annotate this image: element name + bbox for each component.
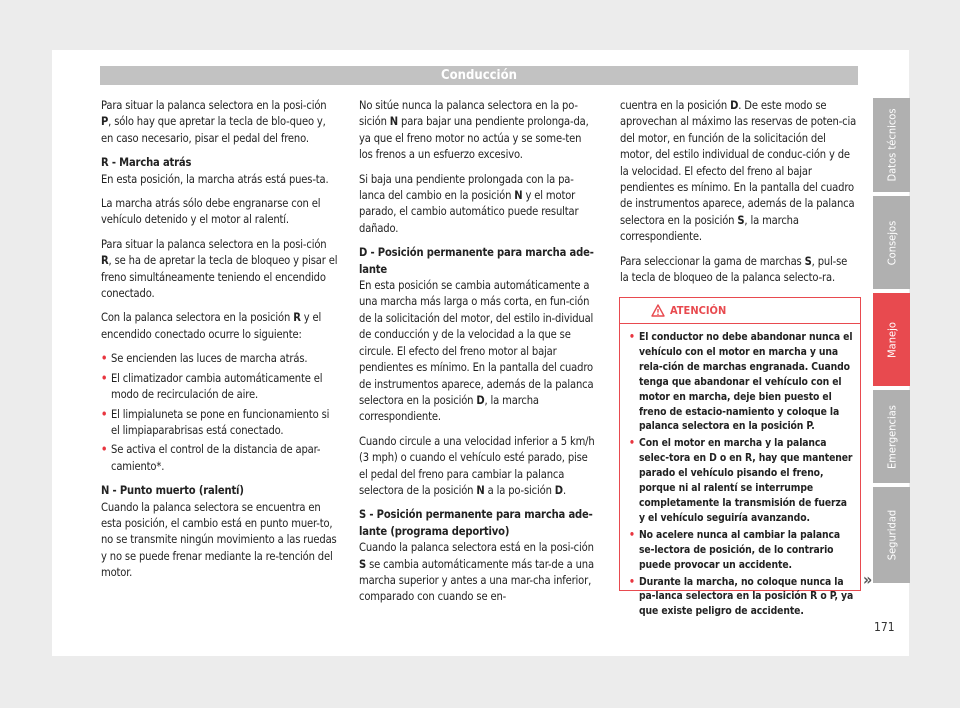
bullet-icon: • bbox=[629, 575, 635, 588]
warning-body bbox=[620, 330, 860, 619]
warning-header bbox=[620, 298, 860, 323]
warning-box bbox=[619, 297, 861, 618]
text-column-1 bbox=[101, 98, 339, 590]
paragraph: cuentra en la posición D. De este modo se aprovechan al máximo las reservas de poten-cia del motor, en función de la solicitación del motor, del estilo individual de conduc-ción y de la velocidad. El efecto del freno al bajar pendientes es mínimo. En la pantalla del cuadro de instrumentos aparece, además de la palanca selectora en la posición S, la marcha correspondiente. bbox=[620, 99, 857, 244]
warning-triangle-icon bbox=[651, 304, 665, 317]
bullet-icon: • bbox=[101, 443, 108, 457]
text-column-2 bbox=[359, 98, 597, 614]
paragraph: Para situar la palanca selectora en la posi-ción R, se ha de apretar la tecla de bloqueo y pisar el freno simultáneamente teniendo el encendido conectado. bbox=[101, 237, 338, 301]
list-item: • Se activa el control de la distancia de apar-camiento*. bbox=[101, 442, 339, 475]
subheading: N - Punto muerto (ralentí) bbox=[101, 484, 244, 498]
paragraph: Cuando circule a una velocidad inferior a 5 km/h (3 mph) o cuando el vehículo esté parado, pise el pedal del freno para cambiar la palanca selectora de la posición N a la po-sición D. bbox=[359, 434, 595, 497]
paragraph: Para seleccionar la gama de marchas S, pul-se la tecla de bloqueo de la palanca selecto-ra. bbox=[620, 254, 848, 285]
paragraph: Cuando la palanca selectora está en la posi-ción S se cambia automáticamente más tar-de a una marcha superior y antes a una mar-cha inferior, comparado con cuando se en- bbox=[359, 541, 594, 604]
list-item: • El conductor no debe abandonar nunca el vehículo con el motor en marcha y una rela-ción de marchas engranada. Cuando tenga que abandonar el vehículo con el motor en marcha, deje bien puesto el freno de estacio-namiento y coloque la palanca selectora en la posición P. bbox=[629, 331, 853, 433]
section-header: Conducción bbox=[100, 66, 858, 85]
continue-arrow-icon: » bbox=[863, 570, 873, 589]
text-column-3 bbox=[620, 98, 858, 294]
bullet-icon: • bbox=[629, 528, 635, 541]
paragraph: Para situar la palanca selectora en la posi-ción P, sólo hay que apretar la tecla de blo-queo y, en caso necesario, pisar el pedal del freno. bbox=[101, 99, 327, 145]
list-item: • Se encienden las luces de marcha atrás. bbox=[101, 351, 339, 367]
tab-datos-tecnicos[interactable]: Datos técnicos bbox=[873, 98, 910, 192]
paragraph: No sitúe nunca la palanca selectora en la po-sición N para bajar una pendiente prolonga-da, ya que el freno motor no actúa y se some-ten los frenos a un esfuerzo excesivo. bbox=[359, 99, 589, 162]
paragraph: En esta posición se cambia automáticamente a una marcha más larga o más corta, en fun-ción de la solicitación del motor, del estilo in-dividual de conducción y de la velocidad a la que se circule. El efecto del freno motor al bajar pendientes es mínimo. En la pantalla del cuadro de instrumentos aparece, además de la palanca selectora en la posición D, la marcha correspondiente. bbox=[359, 279, 594, 424]
bullet-icon: • bbox=[629, 331, 635, 343]
warning-title: ATENCIÓN bbox=[670, 304, 727, 317]
tab-seguridad[interactable]: Seguridad bbox=[873, 487, 910, 583]
paragraph: Cuando la palanca selectora se encuentra en esta posición, el cambio está en punto muer-to, no se transmite ningún movimiento a las ruedas y no se puede frenar mediante la re-tención del motor. bbox=[101, 500, 337, 580]
subheading: R - Marcha atrás bbox=[101, 156, 192, 170]
tab-consejos[interactable]: Consejos bbox=[873, 196, 910, 289]
subheading: D - Posición permanente para marcha ade-lante bbox=[359, 246, 594, 276]
tab-manejo[interactable]: Manejo bbox=[873, 293, 910, 386]
list-item: • El limpialuneta se pone en funcionamiento si el limpiaparabrisas está conectado. bbox=[101, 407, 339, 440]
divider bbox=[620, 323, 860, 324]
list-item: • Con el motor en marcha y la palanca selec-tora en D o en R, hay que mantener parado el vehículo pisando el freno, porque ni al ralentí se interrumpe completamente la transmisión de fuerza y el vehículo seguiría avanzando. bbox=[629, 437, 853, 524]
paragraph: La marcha atrás sólo debe engranarse con el vehículo detenido y el motor al ralentí. bbox=[101, 197, 321, 227]
subheading: S - Posición permanente para marcha ade-lante (programa deportivo) bbox=[359, 508, 593, 538]
tab-emergencias[interactable]: Emergencias bbox=[873, 390, 910, 483]
list-item: • El climatizador cambia automáticamente el modo de recirculación de aire. bbox=[101, 371, 339, 404]
bullet-icon: • bbox=[101, 407, 108, 421]
bullet-icon: • bbox=[101, 352, 108, 366]
page-number: 171 bbox=[874, 620, 895, 634]
bullet-icon: • bbox=[101, 371, 108, 385]
list-item: • Durante la marcha, no coloque nunca la pa-lanca selectora en la posición R o P, ya que existe peligro de accidente. bbox=[629, 575, 854, 618]
paragraph: Con la palanca selectora en la posición R y el encendido conectado ocurre lo siguiente: bbox=[101, 311, 322, 341]
list-item: • No acelere nunca al cambiar la palanca se-lectora de posición, de lo contrario puede provocar un accidente. bbox=[629, 528, 841, 571]
bullet-icon: • bbox=[629, 437, 635, 450]
paragraph: Si baja una pendiente prolongada con la pa-lanca del cambio en la posición N y el motor parado, el cambio automático puede resultar dañado. bbox=[359, 172, 579, 235]
paragraph: En esta posición, la marcha atrás está pues-ta. bbox=[101, 172, 329, 186]
